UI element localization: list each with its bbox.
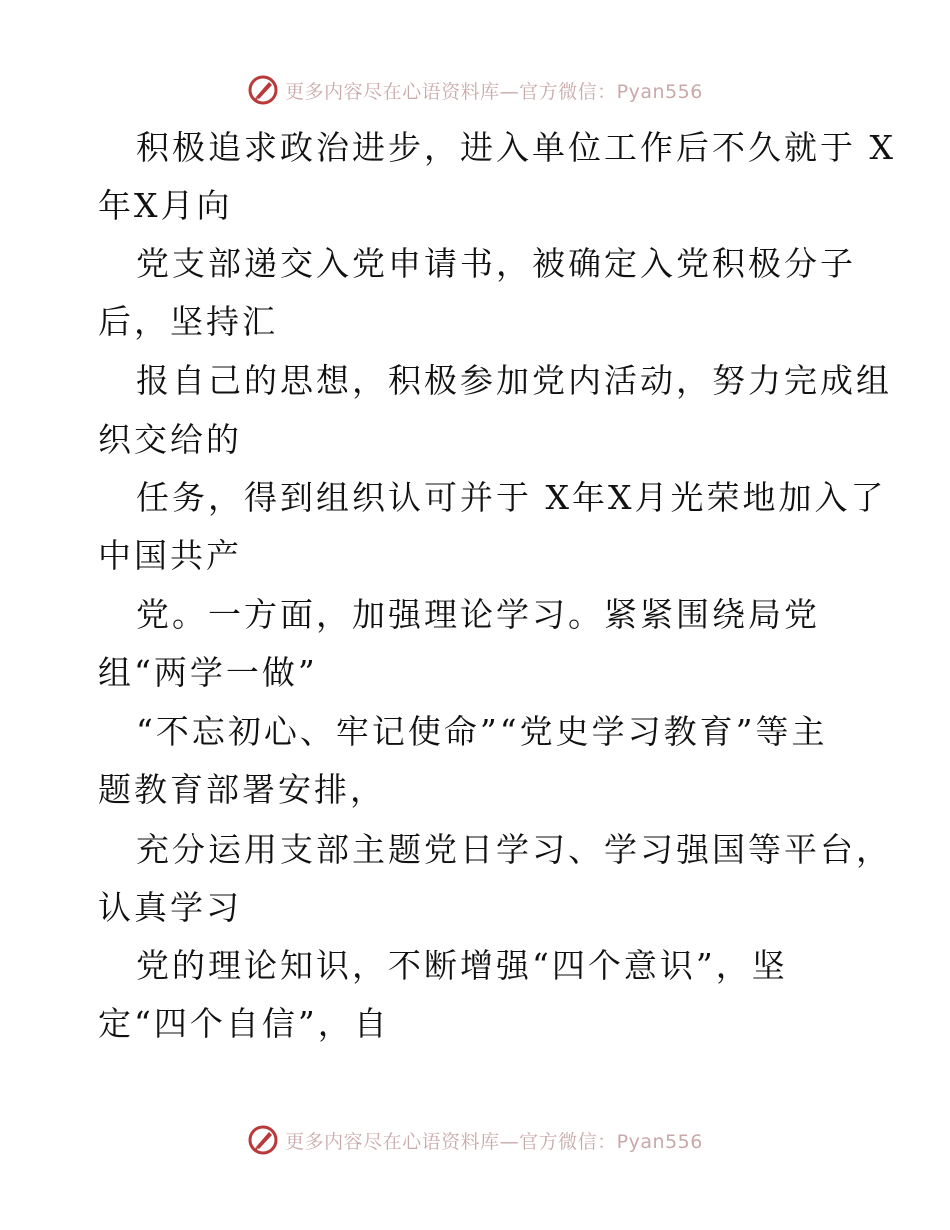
text-line: 积极追求政治进步，进入单位工作后不久就于 X bbox=[136, 128, 896, 167]
quill-pen-icon bbox=[247, 74, 279, 106]
text-line: 党。一方面，加强理论学习。紧紧围绕局党 bbox=[136, 595, 820, 634]
text-line: 织交给的 bbox=[98, 420, 242, 459]
text-line: 党支部递交入党申请书，被确定入党积极分子 bbox=[136, 244, 856, 283]
footer-banner bbox=[0, 1120, 950, 1160]
text-line: 报自己的思想，积极参加党内活动，努力完成组 bbox=[136, 361, 892, 400]
text-line: 定“四个自信”，自 bbox=[98, 1004, 390, 1043]
footer-banner-text: 更多内容尽在心语资料库—官方微信：Pyan556 bbox=[285, 1130, 703, 1153]
header-banner-text: 更多内容尽在心语资料库—官方微信：Pyan556 bbox=[285, 80, 703, 103]
text-line: 党的理论知识，不断增强“四个意识”，坚 bbox=[136, 946, 788, 985]
text-line: 充分运用支部主题党日学习、学习强国等平台， bbox=[136, 830, 892, 869]
quill-pen-icon bbox=[247, 1124, 279, 1156]
text-line: 题教育部署安排， bbox=[98, 770, 386, 809]
text-line: “不忘初心、牢记使命”“党史学习教育”等主 bbox=[136, 712, 828, 751]
text-line: 年X月向 bbox=[98, 186, 233, 225]
header-banner bbox=[0, 70, 950, 110]
text-line: 组“两学一做” bbox=[98, 653, 318, 692]
text-line: 中国共产 bbox=[98, 536, 242, 575]
text-line: 任务，得到组织认可并于 X年X月光荣地加入了 bbox=[136, 478, 887, 517]
text-line: 后，坚持汇 bbox=[98, 302, 278, 341]
text-line: 认真学习 bbox=[98, 888, 242, 927]
